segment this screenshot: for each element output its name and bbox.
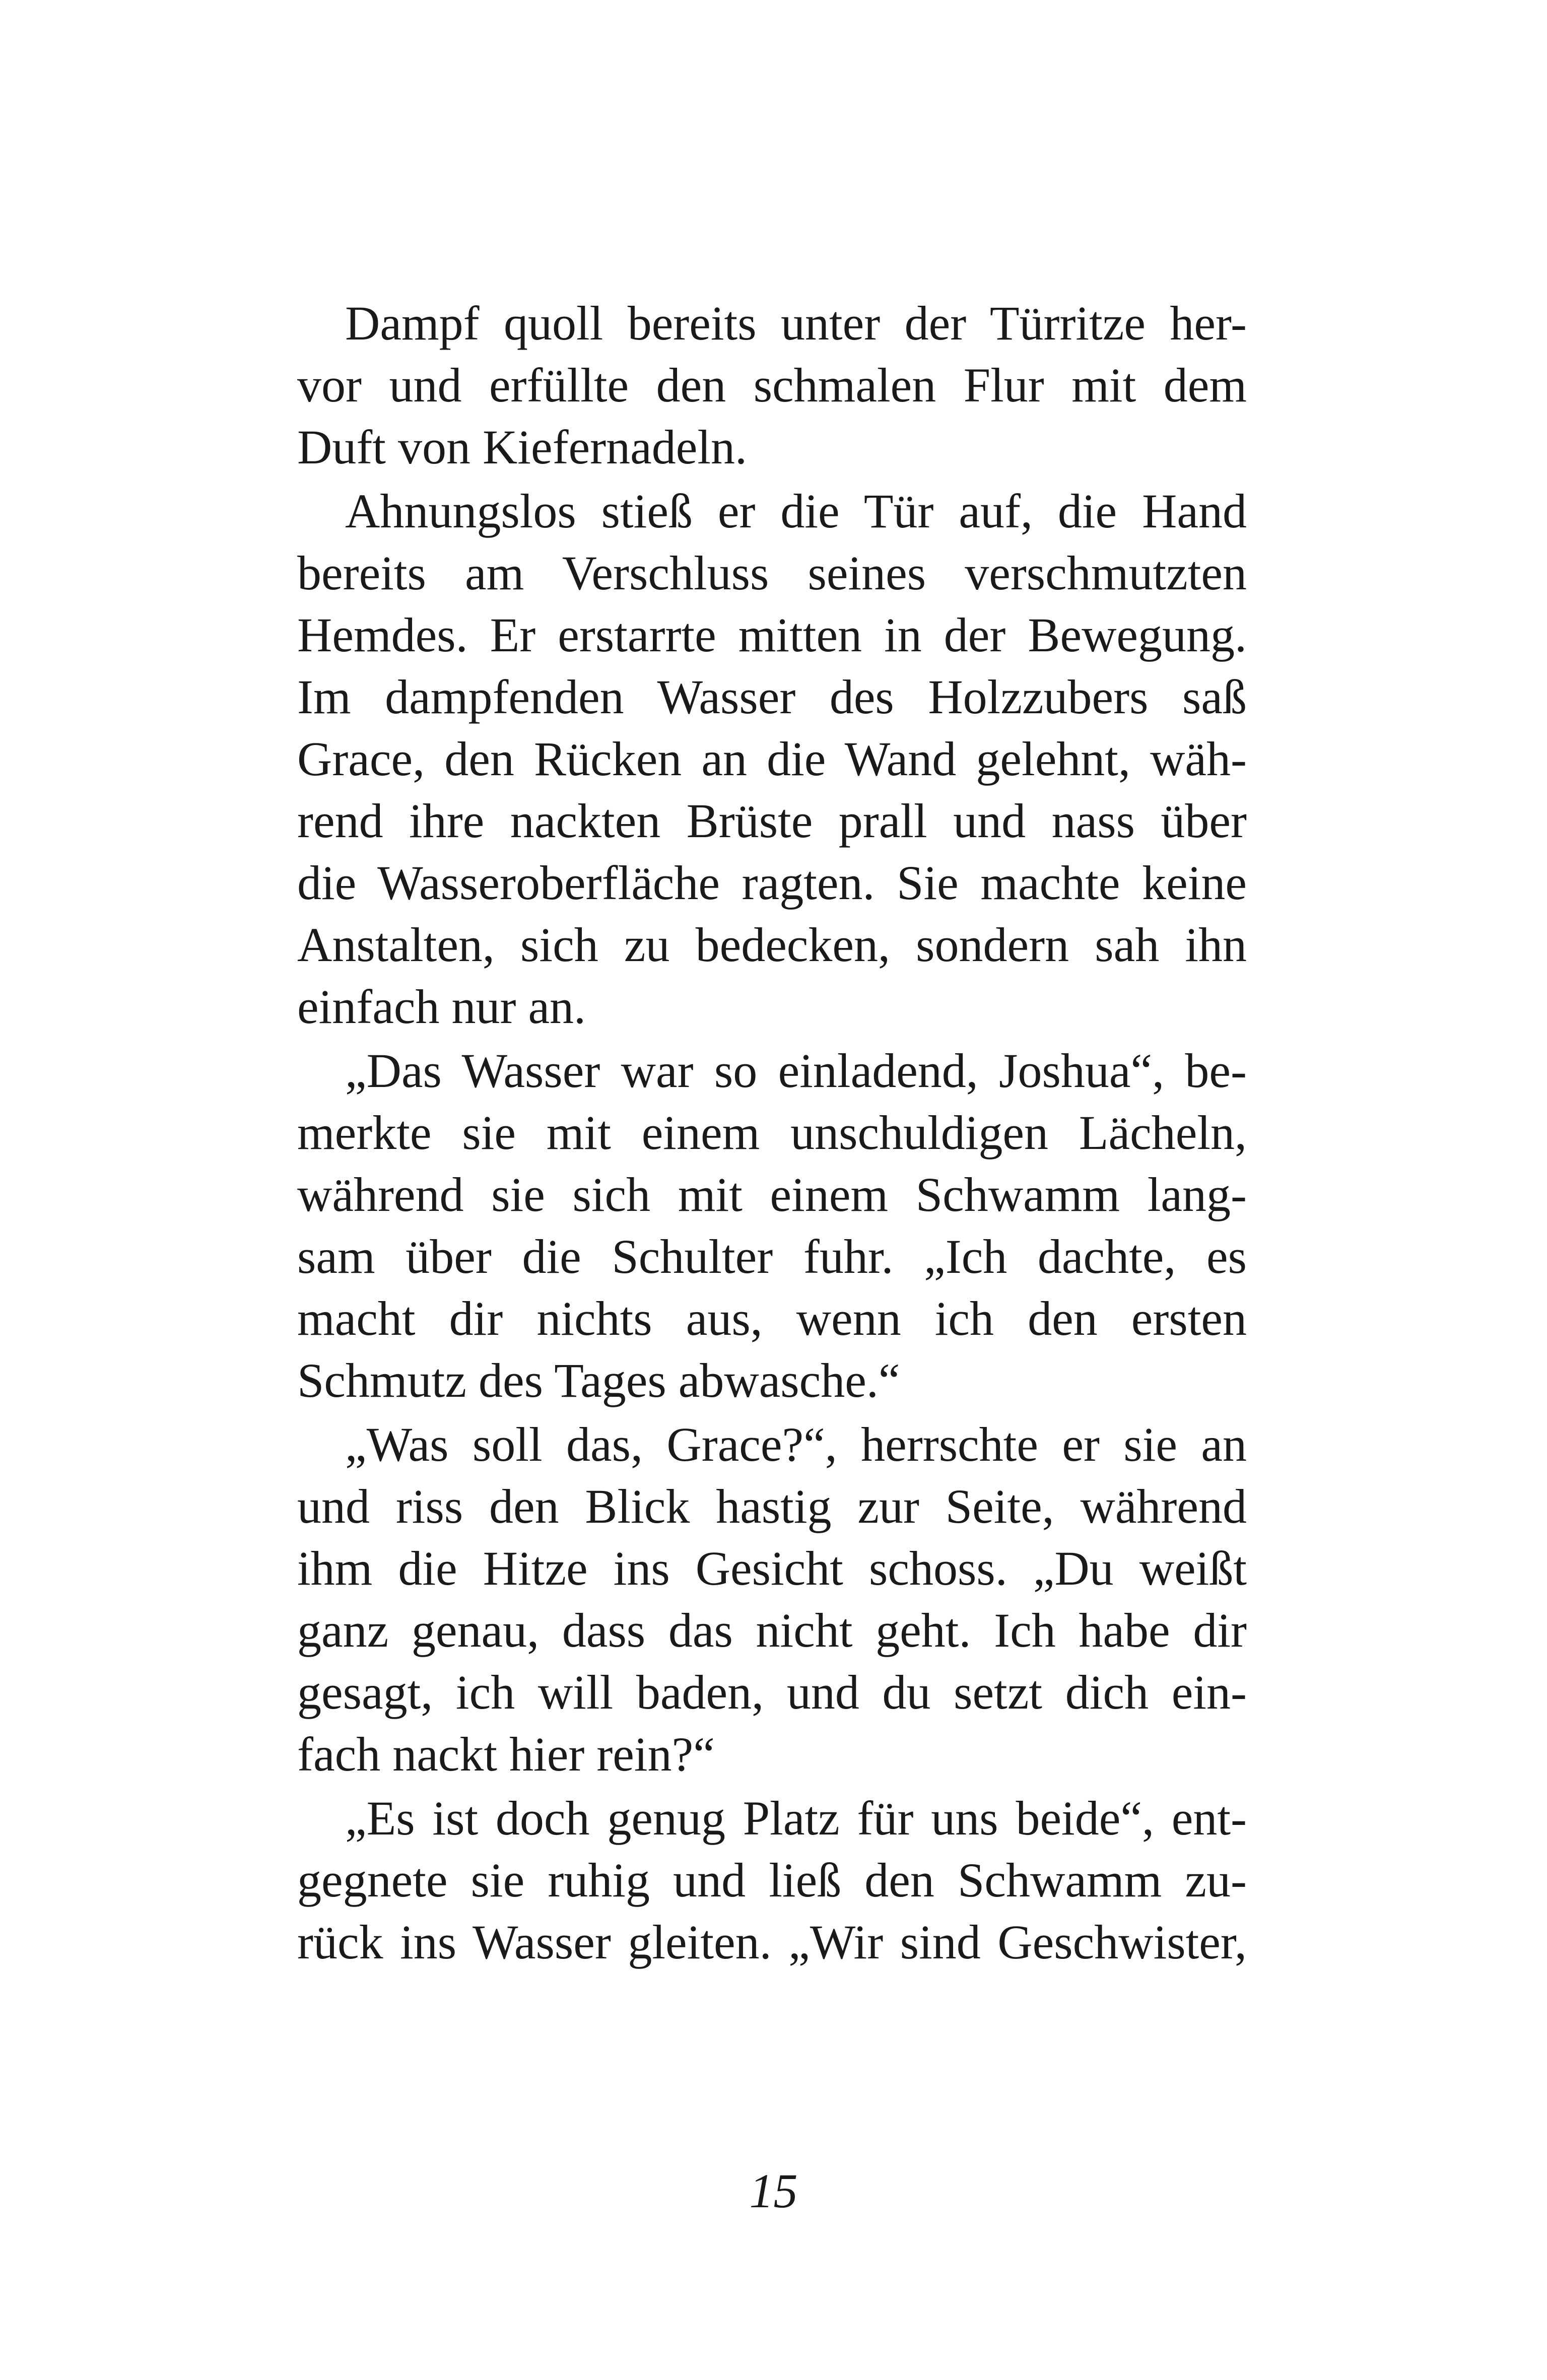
text-line: rend ihre nackten Brüste prall und nass über bbox=[297, 794, 1247, 848]
text-line: die Wasseroberfläche ragten. Sie machte keine bbox=[297, 856, 1247, 910]
text-line: gegnete sie ruhig und ließ den Schwamm zu- bbox=[297, 1853, 1247, 1907]
text-line: sam über die Schulter fuhr. „Ich dachte, es bbox=[297, 1230, 1247, 1283]
text-line: gesagt, ich will baden, und du setzt dich ein- bbox=[297, 1665, 1247, 1719]
text-line: „Es ist doch genug Platz für uns beide“, ent- bbox=[345, 1791, 1247, 1845]
text-line: merkte sie mit einem unschuldigen Lächeln, bbox=[297, 1106, 1247, 1160]
paragraph bbox=[297, 1413, 1247, 1785]
text-line: Ahnungslos stieß er die Tür auf, die Hand bbox=[345, 484, 1247, 538]
text-line: Dampf quoll bereits unter der Türritze her- bbox=[345, 296, 1247, 350]
text-line: Grace, den Rücken an die Wand gelehnt, wäh- bbox=[297, 732, 1247, 786]
text-line: ihm die Hitze ins Gesicht schoss. „Du weißt bbox=[297, 1541, 1247, 1595]
body-text bbox=[297, 292, 1247, 1975]
text-line: macht dir nichts aus, wenn ich den ersten bbox=[297, 1291, 1247, 1345]
text-line: Anstalten, sich zu bedecken, sondern sah ihn bbox=[297, 918, 1247, 972]
text-line: Im dampfenden Wasser des Holzzubers saß bbox=[297, 670, 1247, 724]
paragraph bbox=[297, 292, 1247, 478]
paragraph bbox=[297, 480, 1247, 1038]
text-line: vor und erfüllte den schmalen Flur mit dem bbox=[297, 358, 1247, 412]
text-line: Hemdes. Er erstarrte mitten in der Bewegung. bbox=[297, 608, 1247, 662]
text-line: fach nackt hier rein?“ bbox=[297, 1727, 715, 1781]
text-line: während sie sich mit einem Schwamm lang- bbox=[297, 1168, 1247, 1221]
text-line: „Was soll das, Grace?“, herrschte er sie an bbox=[345, 1417, 1247, 1471]
page-number: 15 bbox=[749, 2164, 798, 2218]
text-line: einfach nur an. bbox=[297, 980, 586, 1034]
text-line: Schmutz des Tages abwasche.“ bbox=[297, 1353, 900, 1407]
paragraph bbox=[297, 1787, 1247, 1973]
text-line: rück ins Wasser gleiten. „Wir sind Geschwister, bbox=[297, 1915, 1247, 1969]
text-line: „Das Wasser war so einladend, Joshua“, be- bbox=[345, 1044, 1247, 1098]
text-line: Duft von Kiefernadeln. bbox=[297, 420, 748, 474]
paragraph bbox=[297, 1040, 1247, 1411]
text-line: bereits am Verschluss seines verschmutzten bbox=[297, 546, 1247, 600]
text-line: und riss den Blick hastig zur Seite, während bbox=[297, 1479, 1247, 1533]
text-line: ganz genau, dass das nicht geht. Ich habe dir bbox=[297, 1603, 1247, 1657]
